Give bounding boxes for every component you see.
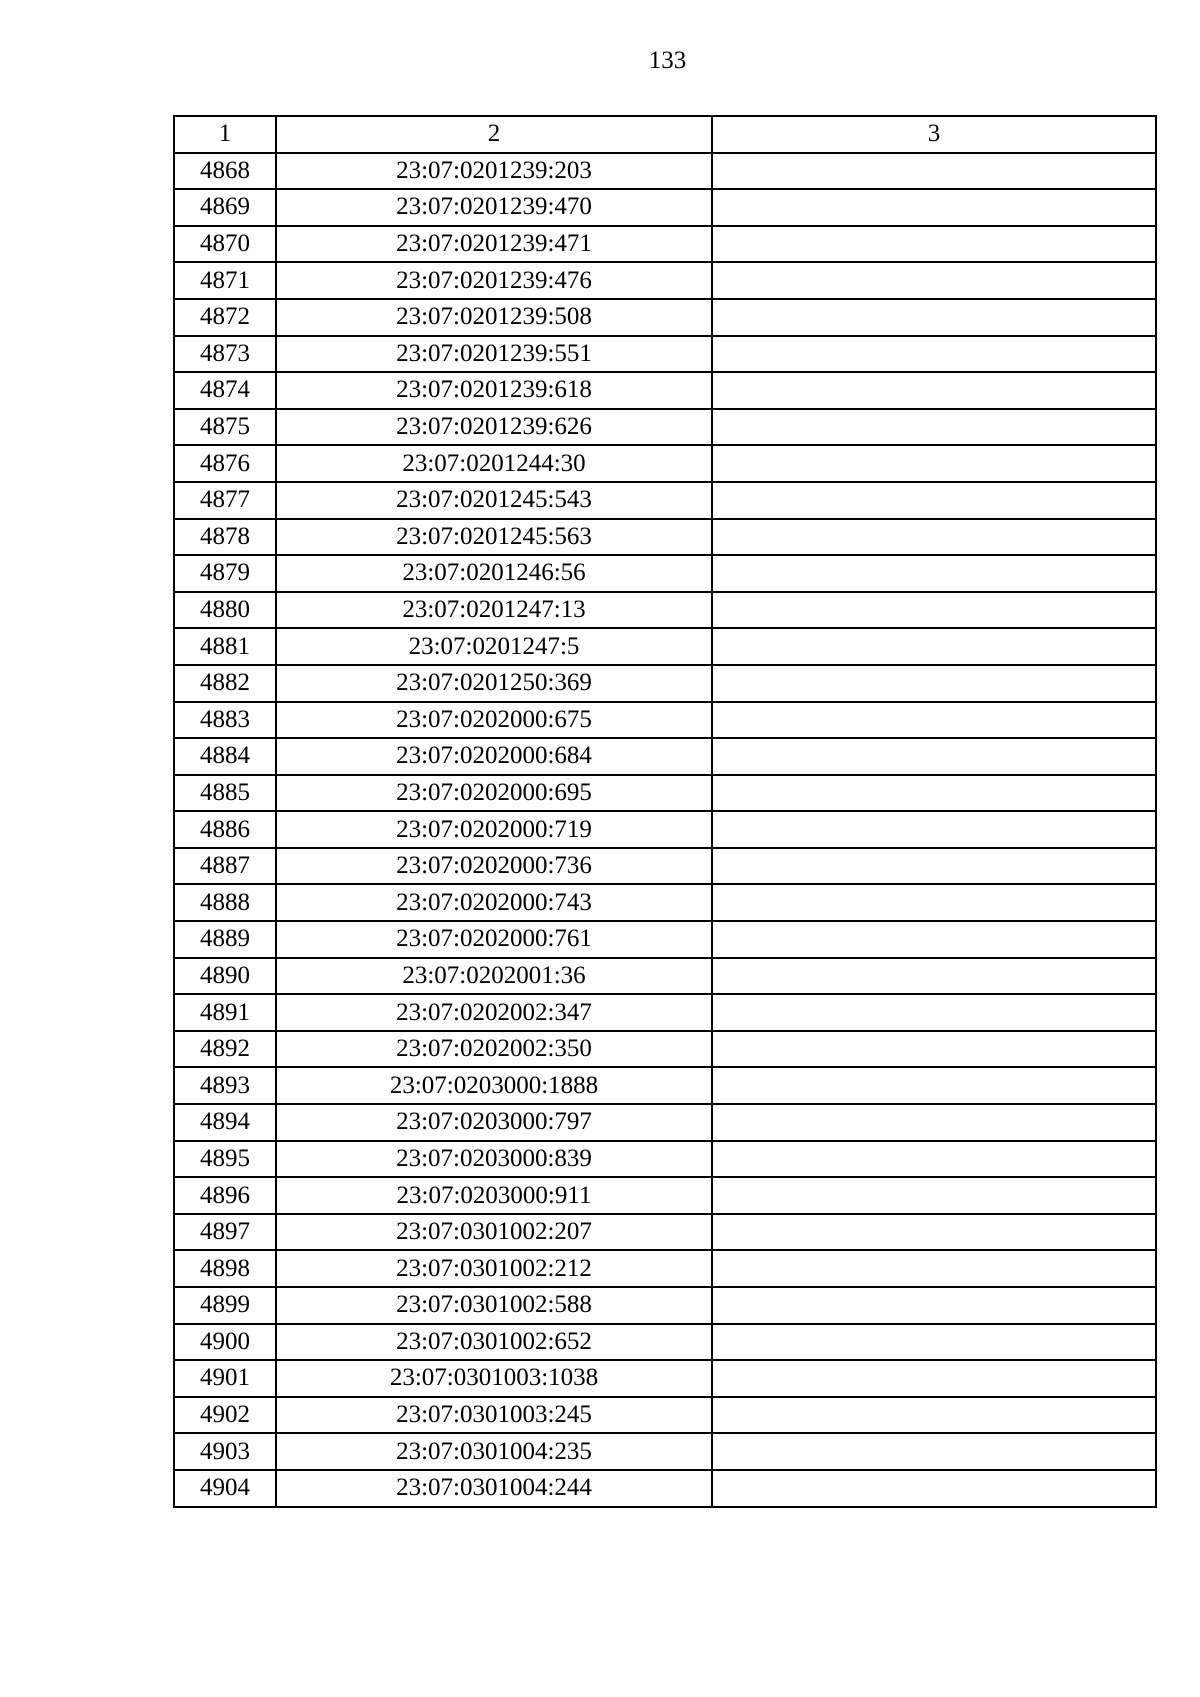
cadastral-number-cell: 23:07:0301002:212	[276, 1250, 712, 1287]
note-cell	[712, 775, 1156, 812]
row-number-cell: 4892	[174, 1031, 276, 1068]
table-row	[174, 1141, 1156, 1178]
row-number-cell: 4877	[174, 482, 276, 519]
cadastral-number-cell: 23:07:0301002:588	[276, 1287, 712, 1324]
table-row	[174, 189, 1156, 226]
cadastral-number-cell: 23:07:0301002:652	[276, 1324, 712, 1361]
cadastral-number-cell: 23:07:0301003:245	[276, 1397, 712, 1434]
row-number-cell: 4870	[174, 226, 276, 263]
cadastral-number-cell: 23:07:0201239:626	[276, 409, 712, 446]
note-cell	[712, 1141, 1156, 1178]
row-number-cell: 4868	[174, 153, 276, 190]
column-header-1: 1	[174, 116, 276, 153]
cadastral-number-cell: 23:07:0201239:508	[276, 299, 712, 336]
row-number-cell: 4884	[174, 738, 276, 775]
note-cell	[712, 1324, 1156, 1361]
note-cell	[712, 1470, 1156, 1507]
row-number-cell: 4886	[174, 811, 276, 848]
note-cell	[712, 1031, 1156, 1068]
row-number-cell: 4897	[174, 1214, 276, 1251]
table-row	[174, 555, 1156, 592]
table-row	[174, 299, 1156, 336]
table-body	[174, 153, 1156, 1507]
row-number-cell: 4874	[174, 372, 276, 409]
cadastral-number-cell: 23:07:0301004:244	[276, 1470, 712, 1507]
column-header-2: 2	[276, 116, 712, 153]
note-cell	[712, 372, 1156, 409]
cadastral-number-cell: 23:07:0201239:470	[276, 189, 712, 226]
table-row	[174, 372, 1156, 409]
table-row	[174, 1250, 1156, 1287]
cadastral-number-cell: 23:07:0203000:797	[276, 1104, 712, 1141]
row-number-cell: 4901	[174, 1360, 276, 1397]
row-number-cell: 4893	[174, 1067, 276, 1104]
cadastral-number-cell: 23:07:0202000:719	[276, 811, 712, 848]
row-number-cell: 4890	[174, 958, 276, 995]
row-number-cell: 4888	[174, 884, 276, 921]
table-row	[174, 884, 1156, 921]
cadastral-number-cell: 23:07:0203000:1888	[276, 1067, 712, 1104]
page-number: 133	[648, 47, 687, 74]
row-number-cell: 4903	[174, 1433, 276, 1470]
table-header-row	[174, 116, 1156, 153]
cadastral-number-cell: 23:07:0202002:350	[276, 1031, 712, 1068]
cadastral-number-cell: 23:07:0301002:207	[276, 1214, 712, 1251]
table-row	[174, 262, 1156, 299]
note-cell	[712, 189, 1156, 226]
note-cell	[712, 1433, 1156, 1470]
cadastral-number-cell: 23:07:0201250:369	[276, 665, 712, 702]
registry-table	[173, 115, 1157, 1508]
cadastral-number-cell: 23:07:0202000:675	[276, 702, 712, 739]
row-number-cell: 4899	[174, 1287, 276, 1324]
table-row	[174, 1067, 1156, 1104]
note-cell	[712, 1177, 1156, 1214]
note-cell	[712, 592, 1156, 629]
row-number-cell: 4872	[174, 299, 276, 336]
row-number-cell: 4882	[174, 665, 276, 702]
table-row	[174, 1397, 1156, 1434]
table-row	[174, 1104, 1156, 1141]
row-number-cell: 4889	[174, 921, 276, 958]
row-number-cell: 4875	[174, 409, 276, 446]
table-row	[174, 1324, 1156, 1361]
note-cell	[712, 409, 1156, 446]
cadastral-number-cell: 23:07:0202000:736	[276, 848, 712, 885]
table-row	[174, 226, 1156, 263]
table-row	[174, 482, 1156, 519]
cadastral-number-cell: 23:07:0201245:543	[276, 482, 712, 519]
row-number-cell: 4900	[174, 1324, 276, 1361]
cadastral-number-cell: 23:07:0301003:1038	[276, 1360, 712, 1397]
cadastral-number-cell: 23:07:0201245:563	[276, 519, 712, 556]
note-cell	[712, 994, 1156, 1031]
note-cell	[712, 738, 1156, 775]
table-row	[174, 628, 1156, 665]
table-row	[174, 153, 1156, 190]
table-row	[174, 665, 1156, 702]
table-row	[174, 1433, 1156, 1470]
row-number-cell: 4894	[174, 1104, 276, 1141]
note-cell	[712, 519, 1156, 556]
note-cell	[712, 921, 1156, 958]
table-row	[174, 958, 1156, 995]
note-cell	[712, 445, 1156, 482]
table-row	[174, 702, 1156, 739]
cadastral-number-cell: 23:07:0203000:839	[276, 1141, 712, 1178]
table-row	[174, 921, 1156, 958]
column-header-3: 3	[712, 116, 1156, 153]
note-cell	[712, 226, 1156, 263]
cadastral-number-cell: 23:07:0202001:36	[276, 958, 712, 995]
table-row	[174, 738, 1156, 775]
note-cell	[712, 1214, 1156, 1251]
row-number-cell: 4898	[174, 1250, 276, 1287]
note-cell	[712, 884, 1156, 921]
row-number-cell: 4873	[174, 336, 276, 373]
cadastral-number-cell: 23:07:0201239:476	[276, 262, 712, 299]
row-number-cell: 4869	[174, 189, 276, 226]
note-cell	[712, 1250, 1156, 1287]
row-number-cell: 4891	[174, 994, 276, 1031]
row-number-cell: 4883	[174, 702, 276, 739]
table-row	[174, 1031, 1156, 1068]
row-number-cell: 4879	[174, 555, 276, 592]
cadastral-number-cell: 23:07:0202000:761	[276, 921, 712, 958]
row-number-cell: 4904	[174, 1470, 276, 1507]
table-row	[174, 1470, 1156, 1507]
cadastral-number-cell: 23:07:0202002:347	[276, 994, 712, 1031]
cadastral-number-cell: 23:07:0201246:56	[276, 555, 712, 592]
cadastral-number-cell: 23:07:0201239:471	[276, 226, 712, 263]
note-cell	[712, 153, 1156, 190]
table-row	[174, 775, 1156, 812]
row-number-cell: 4880	[174, 592, 276, 629]
note-cell	[712, 1360, 1156, 1397]
cadastral-number-cell: 23:07:0201239:618	[276, 372, 712, 409]
cadastral-number-cell: 23:07:0201247:13	[276, 592, 712, 629]
note-cell	[712, 665, 1156, 702]
note-cell	[712, 811, 1156, 848]
table-row	[174, 1177, 1156, 1214]
cadastral-number-cell: 23:07:0202000:684	[276, 738, 712, 775]
note-cell	[712, 1397, 1156, 1434]
table-row	[174, 994, 1156, 1031]
note-cell	[712, 958, 1156, 995]
table-row	[174, 519, 1156, 556]
cadastral-number-cell: 23:07:0201239:551	[276, 336, 712, 373]
cadastral-number-cell: 23:07:0201247:5	[276, 628, 712, 665]
table-row	[174, 592, 1156, 629]
row-number-cell: 4871	[174, 262, 276, 299]
note-cell	[712, 299, 1156, 336]
table-row	[174, 445, 1156, 482]
cadastral-number-cell: 23:07:0201239:203	[276, 153, 712, 190]
page-number-area	[0, 44, 1200, 78]
table-row	[174, 336, 1156, 373]
cadastral-number-cell: 23:07:0301004:235	[276, 1433, 712, 1470]
row-number-cell: 4887	[174, 848, 276, 885]
note-cell	[712, 848, 1156, 885]
note-cell	[712, 1067, 1156, 1104]
cadastral-number-cell: 23:07:0203000:911	[276, 1177, 712, 1214]
row-number-cell: 4885	[174, 775, 276, 812]
row-number-cell: 4902	[174, 1397, 276, 1434]
cadastral-number-cell: 23:07:0201244:30	[276, 445, 712, 482]
note-cell	[712, 628, 1156, 665]
row-number-cell: 4881	[174, 628, 276, 665]
note-cell	[712, 482, 1156, 519]
table-row	[174, 1214, 1156, 1251]
note-cell	[712, 336, 1156, 373]
note-cell	[712, 555, 1156, 592]
row-number-cell: 4878	[174, 519, 276, 556]
row-number-cell: 4876	[174, 445, 276, 482]
table-row	[174, 848, 1156, 885]
table-row	[174, 811, 1156, 848]
row-number-cell: 4895	[174, 1141, 276, 1178]
note-cell	[712, 1104, 1156, 1141]
row-number-cell: 4896	[174, 1177, 276, 1214]
note-cell	[712, 1287, 1156, 1324]
cadastral-number-cell: 23:07:0202000:695	[276, 775, 712, 812]
table-row	[174, 409, 1156, 446]
table-row	[174, 1360, 1156, 1397]
cadastral-number-cell: 23:07:0202000:743	[276, 884, 712, 921]
note-cell	[712, 262, 1156, 299]
table-row	[174, 1287, 1156, 1324]
note-cell	[712, 702, 1156, 739]
